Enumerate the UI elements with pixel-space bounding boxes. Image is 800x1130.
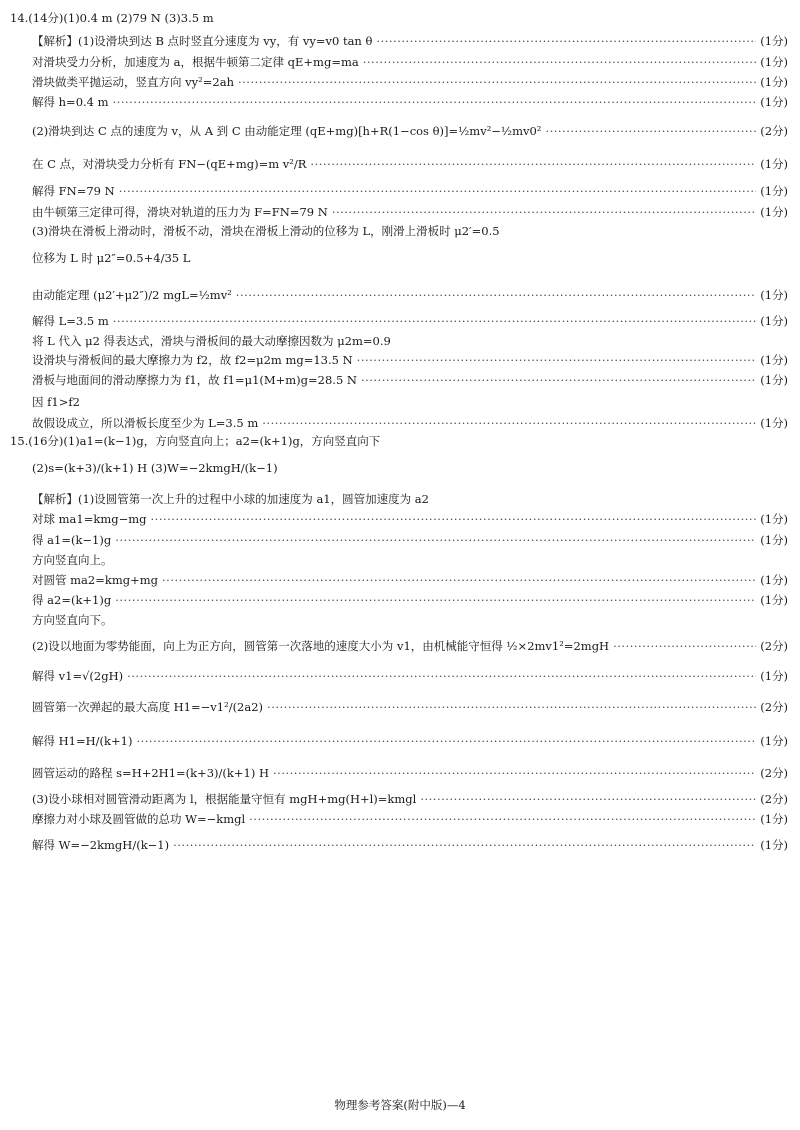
answer-line xyxy=(32,124,788,138)
score-label: (1分) xyxy=(760,812,788,826)
leader-dots xyxy=(113,314,756,328)
leader-dots xyxy=(545,124,756,138)
score-label: (2分) xyxy=(760,124,788,138)
line-text: 对球 ma1=kmg−mg xyxy=(32,512,147,526)
score-label: (1分) xyxy=(760,353,788,367)
line-text: 圆管第一次弹起的最大高度 H1=−v1²/(2a2) xyxy=(32,700,264,714)
answer-line xyxy=(32,373,788,387)
leader-dots xyxy=(127,669,756,683)
line-text: (3)滑块在滑板上滑动时，滑板不动，滑块在滑板上滑动的位移为 L，刚滑上滑板时 μ2′=0.5 xyxy=(32,224,500,238)
score-label: (1分) xyxy=(760,55,788,69)
answer-line xyxy=(32,492,788,506)
score-label: (1分) xyxy=(760,838,788,852)
answer-line xyxy=(32,157,788,171)
leader-dots xyxy=(162,573,756,587)
score-label: (1分) xyxy=(760,95,788,109)
line-text: 滑块做类平抛运动，竖直方向 vy²=2ah xyxy=(32,75,234,89)
line-text: 14.(14分)(1)0.4 m (2)79 N (3)3.5 m xyxy=(10,11,214,25)
line-text: 对圆管 ma2=kmg+mg xyxy=(32,573,159,587)
answer-line xyxy=(32,700,788,714)
line-text: 圆管运动的路程 s=H+2H1=(k+3)/(k+1) H xyxy=(32,766,270,780)
answer-line xyxy=(32,792,788,806)
leader-dots xyxy=(113,95,757,109)
answer-line xyxy=(32,353,788,367)
score-label: (1分) xyxy=(760,75,788,89)
line-text: 解得 L=3.5 m xyxy=(32,314,109,328)
answer-line xyxy=(32,416,788,430)
line-text: 设滑块与滑板间的最大摩擦力为 f2，故 f2=μ2m mg=13.5 N xyxy=(32,353,353,367)
score-label: (1分) xyxy=(760,573,788,587)
leader-dots xyxy=(332,205,756,219)
answer-line xyxy=(32,288,788,302)
score-label: (2分) xyxy=(760,639,788,653)
answer-line xyxy=(32,34,788,48)
answer-line xyxy=(32,613,788,627)
leader-dots xyxy=(262,416,756,430)
answer-line xyxy=(32,334,788,348)
answer-line xyxy=(32,314,788,328)
score-label: (1分) xyxy=(760,34,788,48)
line-text: 摩擦力对小球及圆管做的总功 W=−kmgl xyxy=(32,812,246,826)
leader-dots xyxy=(376,34,756,48)
line-text: 得 a2=(k+1)g xyxy=(32,593,112,607)
line-text: 解得 H1=H/(k+1) xyxy=(32,734,133,748)
line-text: 在 C 点，对滑块受力分析有 FN−(qE+mg)=m v²/R xyxy=(32,157,307,171)
leader-dots xyxy=(236,288,756,302)
score-label: (1分) xyxy=(760,734,788,748)
answer-line xyxy=(32,639,788,653)
line-text: 故假设成立，所以滑板长度至少为 L=3.5 m xyxy=(32,416,259,430)
answer-line xyxy=(32,838,788,852)
line-text: (2)s=(k+3)/(k+1) H (3)W=−2kmgH/(k−1) xyxy=(32,461,278,475)
answer-line xyxy=(32,533,788,547)
answer-line xyxy=(32,461,788,475)
answer-line xyxy=(32,224,788,238)
leader-dots xyxy=(420,792,756,806)
answer-line xyxy=(32,553,788,567)
score-label: (2分) xyxy=(760,766,788,780)
answer-line xyxy=(32,593,788,607)
score-label: (1分) xyxy=(760,314,788,328)
score-label: (2分) xyxy=(760,700,788,714)
leader-dots xyxy=(363,55,756,69)
score-label: (1分) xyxy=(760,669,788,683)
line-text: 解得 h=0.4 m xyxy=(32,95,109,109)
line-text: 将 L 代入 μ2 得表达式，滑块与滑板间的最大动摩擦因数为 μ2m=0.9 xyxy=(32,334,391,348)
answer-line xyxy=(32,184,788,198)
answer-line xyxy=(32,205,788,219)
score-label: (1分) xyxy=(760,184,788,198)
score-label: (1分) xyxy=(760,593,788,607)
page-footer: 物理参考答案(附中版)—4 xyxy=(334,1098,466,1112)
line-text: (2)滑块到达 C 点的速度为 v，从 A 到 C 由动能定理 (qE+mg)[h+R(1−cos θ)]=½mv²−½mv0² xyxy=(32,124,542,138)
line-text: 方向竖直向下。 xyxy=(32,613,113,627)
leader-dots xyxy=(119,184,757,198)
line-text: 滑板与地面间的滑动摩擦力为 f1，故 f1=μ1(M+m)g=28.5 N xyxy=(32,373,357,387)
score-label: (1分) xyxy=(760,157,788,171)
answer-line xyxy=(10,434,788,448)
leader-dots xyxy=(267,700,756,714)
line-text: 方向竖直向上。 xyxy=(32,553,113,567)
answer-line xyxy=(32,812,788,826)
line-text: (3)设小球相对圆管滑动距离为 l，根据能量守恒有 mgH+mg(H+l)=kmgl xyxy=(32,792,417,806)
line-text: 解得 W=−2kmgH/(k−1) xyxy=(32,838,170,852)
leader-dots xyxy=(115,533,756,547)
leader-dots xyxy=(613,639,756,653)
answer-line xyxy=(32,512,788,526)
answer-line xyxy=(32,75,788,89)
line-text: 得 a1=(k−1)g xyxy=(32,533,112,547)
line-text: 【解析】(1)设圆管第一次上升的过程中小球的加速度为 a1，圆管加速度为 a2 xyxy=(32,492,429,506)
line-text: 因 f1>f2 xyxy=(32,395,80,409)
score-label: (2分) xyxy=(760,792,788,806)
answer-line xyxy=(32,251,788,265)
leader-dots xyxy=(136,734,756,748)
score-label: (1分) xyxy=(760,373,788,387)
leader-dots xyxy=(249,812,756,826)
answer-line xyxy=(32,95,788,109)
leader-dots xyxy=(238,75,756,89)
score-label: (1分) xyxy=(760,288,788,302)
score-label: (1分) xyxy=(760,533,788,547)
leader-dots xyxy=(115,593,756,607)
score-label: (1分) xyxy=(760,416,788,430)
line-text: 解得 v1=√(2gH) xyxy=(32,669,124,683)
answer-line xyxy=(10,11,788,25)
line-text: 由牛顿第三定律可得，滑块对轨道的压力为 F=FN=79 N xyxy=(32,205,328,219)
leader-dots xyxy=(151,512,757,526)
answer-line xyxy=(32,734,788,748)
line-text: 15.(16分)(1)a1=(k−1)g，方向竖直向上；a2=(k+1)g，方向竖直向下 xyxy=(10,434,381,448)
line-text: (2)设以地面为零势能面，向上为正方向，圆管第一次落地的速度大小为 v1，由机械能守恒得 ½×2mv1²=2mgH xyxy=(32,639,610,653)
line-text: 由动能定理 (μ2′+μ2″)/2 mgL=½mv² xyxy=(32,288,232,302)
line-text: 对滑块受力分析，加速度为 a，根据牛顿第二定律 qE+mg=ma xyxy=(32,55,359,69)
line-text: 位移为 L 时 μ2″=0.5+4/35 L xyxy=(32,251,191,265)
line-text: 解得 FN=79 N xyxy=(32,184,115,198)
answer-line xyxy=(32,573,788,587)
score-label: (1分) xyxy=(760,205,788,219)
leader-dots xyxy=(361,373,756,387)
leader-dots xyxy=(273,766,756,780)
answer-line xyxy=(32,669,788,683)
leader-dots xyxy=(173,838,756,852)
answer-line xyxy=(32,55,788,69)
answer-line xyxy=(32,766,788,780)
leader-dots xyxy=(310,157,756,171)
answer-line xyxy=(32,395,788,409)
line-text: 【解析】(1)设滑块到达 B 点时竖直分速度为 vy，有 vy=v0 tan θ xyxy=(32,34,373,48)
score-label: (1分) xyxy=(760,512,788,526)
leader-dots xyxy=(357,353,757,367)
